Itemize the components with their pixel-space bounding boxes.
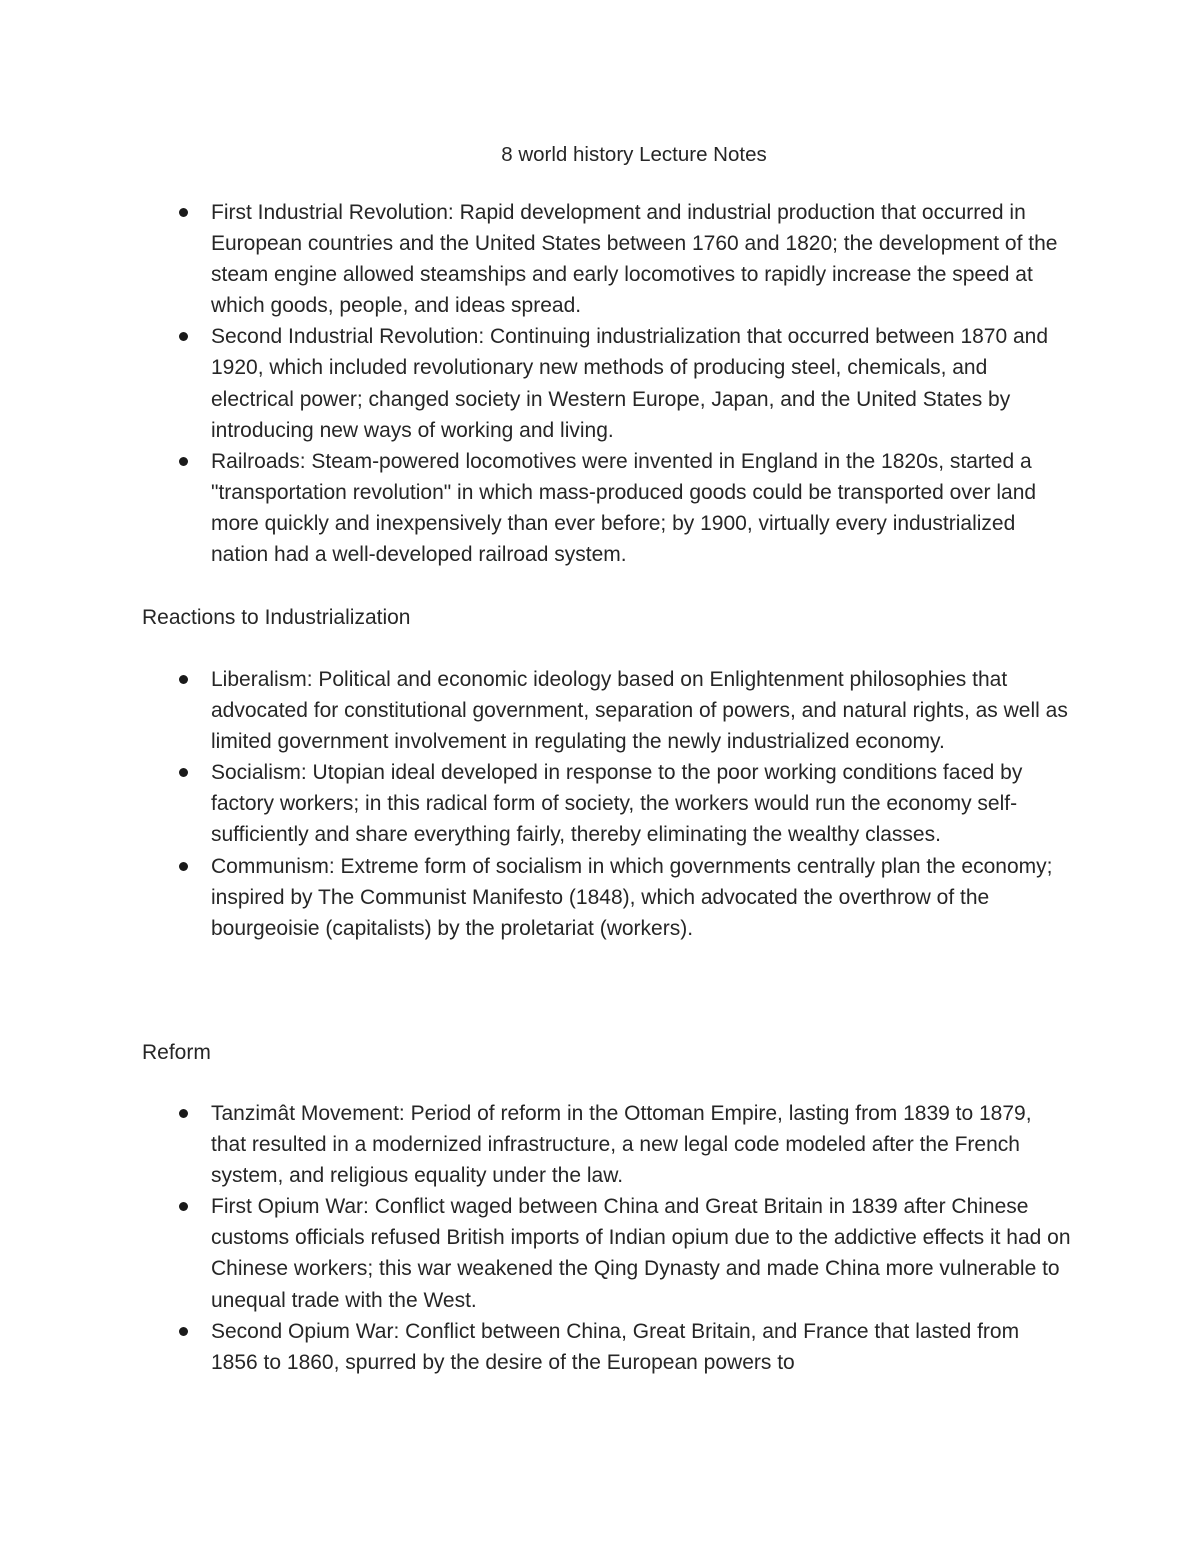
bullet-icon — [179, 457, 188, 466]
bullet-list-reactions — [0, 664, 1200, 944]
list-item — [0, 446, 1071, 570]
bullet-icon — [179, 1327, 188, 1336]
list-item — [0, 757, 1071, 850]
list-item-text: Railroads: Steam-powered locomotives were invented in England in the 1820s, started a "transportation revolution" in which mass-produced goods could be transported over land more quickly and inexpensively than ever before; by 1900, virtually every industrialized nation had a well-developed railroad system. — [211, 449, 1037, 567]
bullet-icon — [179, 332, 188, 341]
list-item — [0, 1098, 1071, 1191]
bullet-icon — [179, 675, 188, 684]
bullet-icon — [179, 208, 188, 217]
bullet-icon — [179, 862, 188, 871]
list-item-text: Second Industrial Revolution: Continuing industrialization that occurred between 1870 and 1920, which included revolutionary new methods of producing steel, chemicals, and electrical power; changed society in Western Europe, Japan, and the United States by introducing new ways of working and living. — [211, 325, 1049, 442]
list-item-text: First Opium War: Conflict waged between China and Great Britain in 1839 after Chinese customs officials refused British imports of Indian opium due to the addictive effects it had on Chinese workers; this war weakened the Qing Dynasty and made China more vulnerable to unequal trade with the West. — [211, 1195, 1071, 1312]
list-item-text: Communism: Extreme form of socialism in which governments centrally plan the economy; inspired by The Communist Manifesto (1848), which advocated the overthrow of the bourgeoisie (capitalists) by the proletariat (workers). — [211, 854, 1053, 940]
section-heading-reactions: Reactions to Industrialization — [142, 606, 411, 629]
list-item — [0, 1191, 1071, 1315]
list-item — [0, 321, 1071, 445]
document-title: 8 world history Lecture Notes — [501, 143, 767, 166]
list-item-text: Tanzimât Movement: Period of reform in the Ottoman Empire, lasting from 1839 to 1879, that resulted in a modernized infrastructure, a new legal code modeled after the French system, and religious equality under the law. — [211, 1102, 1032, 1188]
bullet-icon — [179, 1202, 188, 1211]
bullet-icon — [179, 768, 188, 777]
list-item-text: First Industrial Revolution: Rapid development and industrial production that occurred in European countries and the United States between 1760 and 1820; the development of the steam engine allowed steamships and early locomotives to rapidly increase the speed at which goods, people, and ideas spread. — [211, 201, 1058, 318]
list-item — [0, 664, 1071, 757]
bullet-list-reform — [0, 1098, 1200, 1378]
list-item-text: Second Opium War: Conflict between China, Great Britain, and France that lasted from 1856 to 1860, spurred by the desire of the European powers to — [211, 1319, 1020, 1374]
list-item — [0, 1316, 1071, 1378]
bullet-list-industrial-revolution — [0, 197, 1200, 570]
bullet-icon — [179, 1109, 188, 1118]
list-item — [0, 197, 1071, 321]
list-item — [0, 851, 1071, 944]
section-heading-reform: Reform — [142, 1041, 211, 1064]
list-item-text: Liberalism: Political and economic ideology based on Enlightenment philosophies that advocated for constitutional government, separation of powers, and natural rights, as well as limited government involvement in regulating the newly industrialized economy. — [211, 668, 1068, 754]
list-item-text: Socialism: Utopian ideal developed in response to the poor working conditions faced by factory workers; in this radical form of society, the workers would run the economy self-sufficiently and share everything fairly, thereby eliminating the wealthy classes. — [211, 761, 1023, 847]
